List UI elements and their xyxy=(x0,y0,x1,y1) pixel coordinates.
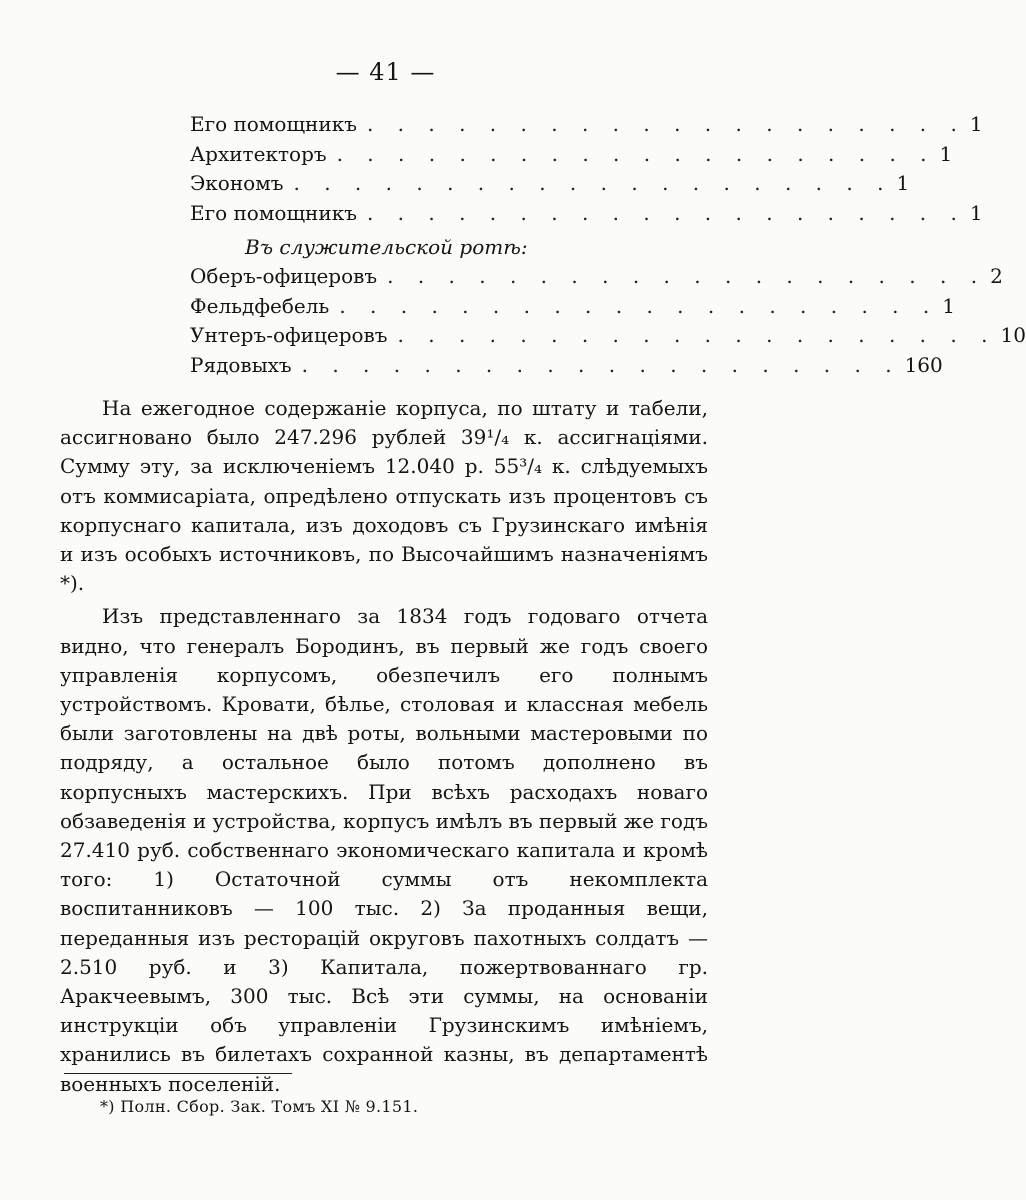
staff-label: Унтеръ-офицеровъ xyxy=(190,323,388,347)
paragraph: Изъ представленнаго за 1834 годъ годоваго отчета видно, что генералъ Бородинъ, въ первый же годъ своего управленія корпусомъ, обезпечилъ его полнымъ устройствомъ. Кровати, бѣлье, столовая и классная мебель были заготовлены на двѣ роты, вольными мастеровыми по подряду, а остальное было потомъ дополнено въ корпусныхъ мастерскихъ. При всѣхъ расходахъ новаго обзаведенія и устройства, корпусъ имѣлъ въ первый же годъ 27.410 руб. собственнаго экономическаго капитала и кромѣ того: 1) Остаточной суммы отъ некомплекта воспитанниковъ — 100 тыс. 2) За проданныя вещи, переданныя изъ ресторацій округовъ пахотныхъ солдатъ — 2.510 руб. и 3) Капитала, пожертвованнаго гр. Аракчеевымъ, 300 тыс. Всѣ эти суммы, на основаніи инструкціи объ управленіи Грузинскимъ имѣніемъ, хранились въ билетахъ сохранной казны, въ департаментѣ военныхъ поселеній. xyxy=(60,604,708,1096)
footnote-rule xyxy=(64,1073,292,1074)
staff-label: Оберъ-офицеровъ xyxy=(190,264,378,288)
staff-label: Его помощникъ xyxy=(190,112,357,136)
staff-count: 160 xyxy=(904,352,943,377)
body-text xyxy=(60,394,708,1099)
staff-row xyxy=(190,352,943,383)
dot-leader: . . . . . . . . . . . . . . . . . . . . xyxy=(339,293,939,318)
staff-row xyxy=(190,293,955,324)
staff-label: Экономъ xyxy=(190,171,284,195)
staff-count: 2 xyxy=(990,264,1003,288)
staff-count: 1 xyxy=(969,112,983,136)
staff-row xyxy=(190,141,953,172)
section-subheading: Въ служительской ротѣ: xyxy=(245,235,528,259)
paragraph: На ежегодное содержаніе корпуса, по штату и табели, ассигновано было 247.296 рублей 39¹/₄ к. ассигнаціями. Сумму эту, за исключеніемъ 12.040 р. 55³/₄ к. слѣдуемыхъ отъ коммисаріата, опредѣлено отпускать изъ процентовъ съ корпуснаго капитала, изъ доходовъ съ Грузинскаго имѣнія и изъ особыхъ источниковъ, по Высочайшимъ назначеніямъ *). xyxy=(60,396,708,596)
dot-leader: . . . . . . . . . . . . . . . . . . . . xyxy=(397,323,997,347)
staff-row xyxy=(190,323,1026,353)
staff-label: Архитекторъ xyxy=(190,141,327,166)
staff-row xyxy=(190,264,1003,294)
staff-row xyxy=(190,112,983,142)
staff-count: 1 xyxy=(942,293,955,318)
footnote: *) Полн. Сбор. Зак. Томъ XI № 9.151. xyxy=(100,1097,419,1116)
staff-count: 1 xyxy=(939,141,953,166)
staff-label: Фельдфебель xyxy=(190,293,330,318)
dot-leader: . . . . . . . . . . . . . . . . . . . . xyxy=(387,264,987,288)
dot-leader: . . . . . . . . . . . . . . . . . . . . xyxy=(301,352,901,377)
staff-row xyxy=(190,200,983,231)
staff-label: Рядовыхъ xyxy=(190,352,292,377)
staff-row xyxy=(190,171,910,201)
dot-leader: . . . . . . . . . . . . . . . . . . . . xyxy=(366,112,966,136)
staff-count: 1 xyxy=(896,171,910,195)
dot-leader: . . . . . . . . . . . . . . . . . . . . xyxy=(293,171,893,195)
staff-label: Его помощникъ xyxy=(190,200,357,225)
page-number: — 41 — xyxy=(335,58,436,86)
staff-list-top xyxy=(190,112,1026,382)
dot-leader: . . . . . . . . . . . . . . . . . . . . xyxy=(336,141,936,166)
staff-count: 1 xyxy=(969,200,983,225)
staff-count: 10 xyxy=(1000,323,1026,347)
dot-leader: . . . . . . . . . . . . . . . . . . . . xyxy=(366,200,966,225)
